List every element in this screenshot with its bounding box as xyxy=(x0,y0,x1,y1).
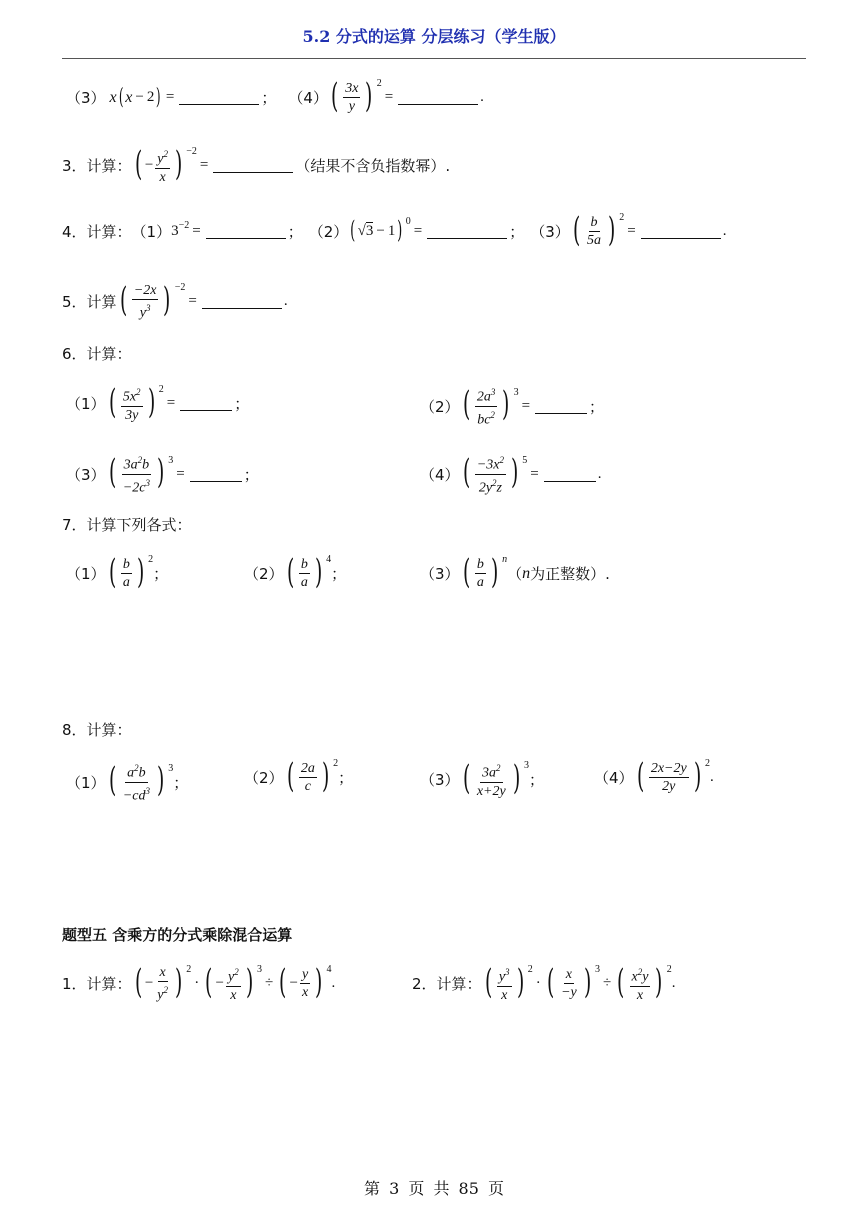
part-label: （2） xyxy=(420,397,460,416)
question-6-label: 6．计算： xyxy=(62,345,132,363)
note-open: （ xyxy=(507,565,523,583)
power-expr: ( $\frac{-2x}{y^3}$ ) −2 xyxy=(119,279,186,321)
part-label: （1） xyxy=(66,773,106,792)
question-label: 4．计算： xyxy=(62,223,132,241)
part-label: （4） xyxy=(420,465,460,484)
answer-blank[interactable] xyxy=(535,399,587,414)
header-rule xyxy=(62,58,806,59)
note-text: 为正整数）. xyxy=(530,565,610,583)
prev-question-line: （3） x ( x − 2 ) = ； （4） ( $\frac{3x}{y}$ ) 2 = . xyxy=(66,75,484,116)
part-label: （2） xyxy=(308,223,349,241)
question-7-part-3: （3） ( $\frac{b}{a}$ ) n （ n 为正整数）. xyxy=(420,551,610,592)
question-6-part-2: （2） ( $\frac{2a^3}{bc^2}$ ) 3 = ； xyxy=(420,384,605,428)
part-label: （4） xyxy=(288,89,328,107)
question-6-part-3: （3） ( $\frac{3a^2b}{-2c^3}$ ) 3 = ； xyxy=(66,452,259,496)
question-note: （结果不含负指数幂）. xyxy=(295,157,451,176)
answer-blank[interactable] xyxy=(202,294,282,309)
question-8-label: 8．计算： xyxy=(62,721,132,739)
sqrt-expr: ( √3 − 1 ) 0 xyxy=(350,215,411,244)
answer-blank[interactable] xyxy=(180,396,232,411)
part-label: （3） xyxy=(420,771,460,790)
answer-blank[interactable] xyxy=(427,224,507,239)
part-label: （2） xyxy=(244,769,284,787)
answer-blank[interactable] xyxy=(641,224,721,239)
question-8-part-3: （3） ( $\frac{3a^2}{x+2y}$ ) 3 ； xyxy=(420,757,544,799)
answer-blank[interactable] xyxy=(206,224,286,239)
question-label: 2．计算： xyxy=(412,975,482,994)
power-expr: ( $\frac{3x}{y}$ ) 2 xyxy=(330,75,382,116)
answer-blank[interactable] xyxy=(190,467,242,482)
section-5-title: 题型五 含乘方的分式乘除混合运算 xyxy=(62,926,293,944)
part-label: （1） xyxy=(66,395,106,414)
power-expr: ( $\frac{b}{5a}$ ) 2 xyxy=(572,209,625,250)
power-expr: ( − $\frac{y^2}{x}$ ) −2 xyxy=(134,143,197,185)
answer-blank[interactable] xyxy=(213,158,293,173)
answer-blank[interactable] xyxy=(179,90,259,105)
question-8-part-2: （2） ( $\frac{2a}{c}$ ) 2 ； xyxy=(244,755,354,796)
period: . xyxy=(480,89,484,105)
separator: ； xyxy=(261,91,277,107)
section-5-question-1: 1．计算： ( − $\frac{x}{y^2}$ ) 2 · ( − $\frac{y^2}{x}$ ) 3 ÷ ( − $\frac{y}{x}$ ) 4 . xyxy=(62,961,336,1003)
part-label: （3） xyxy=(66,89,106,107)
paren-expr: ( x − 2 ) xyxy=(118,84,161,110)
page-header-title: 5.2 分式的运算 分层练习（学生版） xyxy=(302,27,566,46)
answer-blank[interactable] xyxy=(398,90,478,105)
question-7-part-2: （2） ( $\frac{b}{a}$ ) 4 ； xyxy=(244,551,347,592)
question-6-part-4: （4） ( $\frac{-3x^2}{2y^2z}$ ) 5 = . xyxy=(420,452,602,496)
question-7-part-1: （1） ( $\frac{b}{a}$ ) 2 ； xyxy=(66,551,169,592)
part-label: （3） xyxy=(66,465,106,484)
question-7-label: 7．计算下列各式： xyxy=(62,516,192,534)
page-footer: 第 3 页 共 85 页 xyxy=(364,1179,504,1198)
note-variable: n xyxy=(522,564,531,582)
question-label: 1．计算： xyxy=(62,975,132,994)
section-5-question-2: 2．计算： ( $\frac{y^3}{x}$ ) 2 · ( $\frac{x}{-y}$ ) 3 ÷ ( $\frac{x^2y}{x}$ ) 2 . xyxy=(412,961,676,1003)
question-8-part-4: （4） ( $\frac{2x-2y}{2y}$ ) 2 . xyxy=(594,755,714,796)
question-5: 5．计算 ( $\frac{-2x}{y^3}$ ) −2 = . xyxy=(62,279,288,321)
expr-x: x xyxy=(109,88,117,106)
part-label: （1） xyxy=(66,565,106,583)
part-label: （3） xyxy=(420,565,460,583)
question-6-part-1: （1） ( $\frac{5x^2}{3y}$ ) 2 = ； xyxy=(66,381,250,423)
answer-blank[interactable] xyxy=(544,467,596,482)
question-label: 3．计算： xyxy=(62,157,132,176)
part-label: （2） xyxy=(244,565,284,583)
question-4: 4．计算： （1） $3^{-2}$ = ； （2） ( √3 − 1 ) 0 = ； （3） ( $\frac{b}{5a}$ ) 2 = . xyxy=(62,209,727,250)
part-label: （4） xyxy=(594,769,634,787)
part-label: （1） xyxy=(131,223,172,241)
question-3: 3．计算： ( − $\frac{y^2}{x}$ ) −2 = （结果不含负指数幂）. xyxy=(62,143,451,185)
question-8-part-1: （1） ( $\frac{a^2b}{-cd^3}$ ) 3 ； xyxy=(66,760,189,804)
question-label: 5．计算 xyxy=(62,293,117,312)
part-label: （3） xyxy=(530,223,570,241)
